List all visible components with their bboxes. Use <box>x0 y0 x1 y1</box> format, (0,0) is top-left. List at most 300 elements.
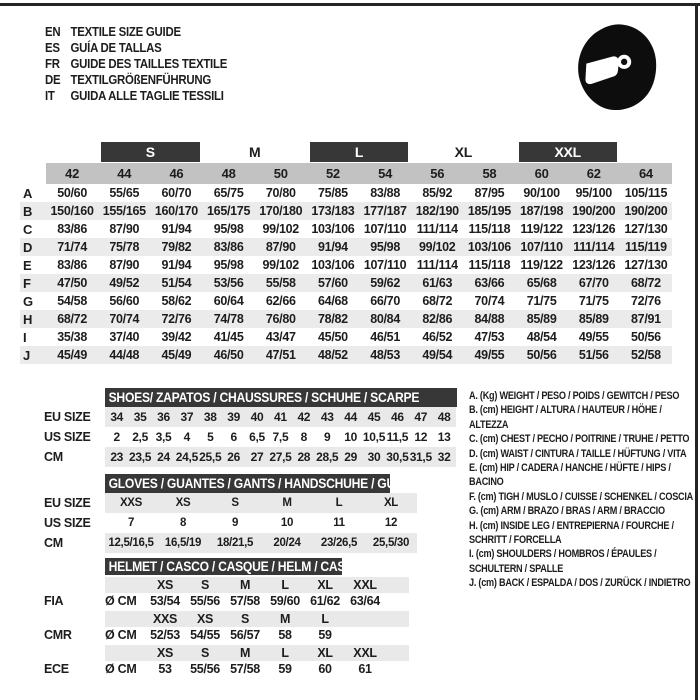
size-value: 127/130 <box>624 258 668 272</box>
shoes-section-title: SHOES/ ZAPATOS / CHAUSSURES / SCHUHE / SCARPE <box>108 390 420 405</box>
language-label: TEXTILGRÖßENFÜHRUNG <box>70 72 212 87</box>
gloves-value: M <box>282 497 292 509</box>
size-value: 45/49 <box>150 346 202 364</box>
helmet-value: 54/55 <box>190 628 220 642</box>
helmet-size-row <box>44 611 409 627</box>
helmet-value: 60 <box>318 662 332 676</box>
shoes-row <box>44 427 457 447</box>
gloves-value: L <box>335 497 343 509</box>
shoes-value: 23,5 <box>129 450 152 464</box>
gloves-value: 8 <box>179 517 187 529</box>
size-value: 59/62 <box>359 274 411 292</box>
helmet-size-label: L <box>321 612 329 626</box>
row-letter: D <box>20 238 46 256</box>
shoes-value: 35 <box>133 410 147 424</box>
size-value: 58/62 <box>161 294 192 308</box>
legend-item: I. (cm) SHOULDERS / HOMBROS / ÉPAULES / SCHULTERN / SPALLE <box>469 548 657 575</box>
size-value: 52/58 <box>620 346 672 364</box>
shoes-row <box>44 407 457 427</box>
size-value: 185/195 <box>463 202 515 220</box>
shoes-value: 8 <box>300 430 307 444</box>
size-value: 79/82 <box>150 238 202 256</box>
shoes-value: 24 <box>157 450 170 464</box>
language-title-list <box>45 24 227 104</box>
shoes-value: 4 <box>183 430 191 444</box>
helmet-size-label <box>345 611 385 627</box>
helmet-section <box>44 558 409 677</box>
size-value: 105/115 <box>624 186 668 200</box>
shoes-table <box>44 407 457 467</box>
size-value: 68/72 <box>620 274 672 292</box>
size-value: 99/102 <box>262 258 299 272</box>
shoes-value: 6,5 <box>249 430 265 444</box>
size-value: 75/78 <box>98 238 150 256</box>
size-value: 99/102 <box>411 238 463 256</box>
size-group-l: L <box>310 142 408 162</box>
size-value: 43/47 <box>265 330 296 344</box>
row-letter: E <box>23 257 32 273</box>
size-value: 165/175 <box>203 202 255 220</box>
row-letter: F <box>20 274 46 292</box>
size-value: 72/76 <box>150 310 202 328</box>
size-value: 46/51 <box>370 330 400 344</box>
shoes-value: 32 <box>437 450 451 464</box>
shoes-value: 9 <box>324 430 331 444</box>
size-value: 41/45 <box>213 330 244 344</box>
size-value: 150/160 <box>46 202 98 220</box>
language-row <box>45 72 227 88</box>
size-value: 50/56 <box>516 346 568 364</box>
legend-item: J. (cm) BACK / ESPALDA / DOS / ZURÜCK / INDIETRO <box>469 577 691 590</box>
legend-item: H. (cm) INSIDE LEG / ENTREPIERNA / FOURCHE / SCHRITT / FORCELLA <box>469 519 674 547</box>
gloves-value: S <box>231 497 239 509</box>
size-value: 68/72 <box>422 294 453 308</box>
helmet-value: 56/57 <box>230 628 260 642</box>
helmet-value: 57/58 <box>230 662 260 676</box>
helmet-value: 59 <box>318 628 332 642</box>
size-group-s: S <box>101 142 199 162</box>
size-value: 60/64 <box>213 294 244 308</box>
size-value: 87/90 <box>109 222 140 236</box>
gloves-value: 12,5/16,5 <box>108 537 154 549</box>
language-label: TEXTILE SIZE GUIDE <box>70 24 181 39</box>
shoes-value: 26 <box>227 450 241 464</box>
shoes-value: 30 <box>367 450 381 464</box>
filler <box>385 577 409 593</box>
helmet-size-label: XXL <box>353 646 377 660</box>
size-value: 61/63 <box>411 274 463 292</box>
size-value: 65/68 <box>516 274 568 292</box>
size-value: 115/118 <box>468 222 511 236</box>
shoes-cells <box>105 407 456 427</box>
gloves-value: XXS <box>119 497 143 509</box>
shoes-value: 25,5 <box>199 450 222 464</box>
row-letter: C <box>23 221 33 237</box>
helmet-size-label: M <box>279 612 291 626</box>
shoes-value: 6 <box>230 430 237 444</box>
size-value: 87/90 <box>255 238 307 256</box>
size-value: 70/80 <box>265 186 296 200</box>
language-code: EN <box>45 24 61 39</box>
size-value: 187/198 <box>516 202 568 220</box>
gloves-value: 23/26,5 <box>320 537 358 549</box>
size-value: 107/110 <box>363 258 407 272</box>
gloves-section-header <box>105 474 423 493</box>
shoes-value: 23 <box>110 450 124 464</box>
right-border <box>695 3 698 700</box>
size-value: 123/126 <box>572 222 616 236</box>
filler <box>385 645 409 661</box>
gloves-row-label: CM <box>44 533 105 553</box>
size-value: 47/53 <box>474 330 505 344</box>
shoes-value: 13 <box>437 430 451 444</box>
shoes-value: 3,5 <box>155 430 172 444</box>
size-group-m: M <box>248 144 261 160</box>
shoes-value: 31,5 <box>409 450 432 464</box>
size-value: 85/89 <box>568 310 620 328</box>
size-value: 115/118 <box>468 258 511 272</box>
helmet-value <box>345 627 385 643</box>
language-row <box>45 56 227 72</box>
gloves-row <box>44 513 417 533</box>
size-value: 50/60 <box>57 186 87 200</box>
size-value: 72/76 <box>631 294 661 308</box>
filler <box>385 611 409 627</box>
gloves-value: 18/21,5 <box>216 537 254 549</box>
shoes-value: 24,5 <box>175 450 198 464</box>
language-code: DE <box>45 72 61 87</box>
size-value: 123/126 <box>572 258 616 272</box>
size-value: 87/90 <box>109 258 140 272</box>
size-value: 83/86 <box>57 222 87 236</box>
filler <box>385 593 409 609</box>
size-value: 91/94 <box>161 258 192 272</box>
size-value: 177/187 <box>359 202 411 220</box>
gloves-value: 25,5/30 <box>372 537 410 549</box>
shoes-row-label: US SIZE <box>44 427 105 447</box>
legend-item: A. (Kg) WEIGHT / PESO / POIDS / GEWITCH / PESO <box>469 390 680 402</box>
helmet-value: 61/62 <box>310 594 340 608</box>
helmet-value-cells <box>105 593 409 609</box>
filler <box>385 627 409 643</box>
size-value: 90/100 <box>523 186 560 200</box>
size-value: 48/53 <box>359 346 411 364</box>
size-value: 84/88 <box>463 310 515 328</box>
size-value: 49/55 <box>578 330 609 344</box>
shoes-value: 10 <box>344 430 357 444</box>
shoes-value: 2 <box>113 430 120 444</box>
row-letter: A <box>23 185 33 201</box>
helmet-size-label: XS <box>156 646 174 660</box>
shoes-value: 47 <box>414 410 428 424</box>
size-value: 45/49 <box>46 346 98 364</box>
gloves-cells <box>105 493 417 513</box>
language-code: ES <box>45 40 60 55</box>
size-value: 76/80 <box>255 310 307 328</box>
gloves-value: XL <box>383 497 399 509</box>
gloves-section-title: GLOVES / GUANTES / GANTS / HANDSCHUHE / GUANTI <box>108 476 423 491</box>
helmet-standard-label: ECE <box>44 661 105 677</box>
size-group-xxl: XXL <box>519 142 617 162</box>
size-value: 48/54 <box>526 330 557 344</box>
helmet-unit: Ø CM <box>105 594 137 608</box>
legend-item: G. (cm) ARM / BRAZO / BRAS / ARM / BRACCIO <box>469 505 665 518</box>
shoes-value: 48 <box>437 410 451 424</box>
size-value: 99/102 <box>262 222 299 236</box>
measurement-legend <box>469 389 698 591</box>
helmet-section-header <box>105 558 363 575</box>
size-value: 48/52 <box>307 346 359 364</box>
helmet-value: 53 <box>158 662 172 676</box>
shoes-value: 39 <box>227 410 241 424</box>
helmet-value-row <box>44 661 409 677</box>
row-letter: H <box>20 310 46 328</box>
shoes-value: 42 <box>297 410 311 424</box>
helmet-size-label: M <box>239 646 251 660</box>
helmet-value: 59 <box>278 662 292 676</box>
size-value: 54/58 <box>57 294 87 308</box>
helmet-value: 52/53 <box>150 628 180 642</box>
size-value: 103/106 <box>311 222 355 236</box>
size-value: 47/50 <box>46 274 98 292</box>
helmet-value: 53/54 <box>150 594 180 608</box>
helmet-size-label: XL <box>317 578 333 592</box>
legend-item: C. (cm) CHEST / PECHO / POITRINE / TRUHE / PETTO <box>469 433 690 446</box>
size-value: 95/98 <box>213 258 244 272</box>
shoes-value: 46 <box>391 410 404 424</box>
size-value: 35/38 <box>57 330 87 344</box>
shoes-section-header <box>105 388 457 407</box>
language-row <box>45 24 227 40</box>
gloves-row-label: US SIZE <box>44 513 105 533</box>
shoes-value: 10,5 <box>362 430 386 444</box>
size-value: 62/66 <box>265 294 296 308</box>
size-value: 160/170 <box>150 202 202 220</box>
size-value: 95/98 <box>213 222 244 236</box>
shoes-value: 28 <box>297 450 311 464</box>
gloves-cells <box>105 533 417 553</box>
shoes-value: 38 <box>203 410 217 424</box>
shoes-value: 41 <box>274 410 287 424</box>
size-number: 60 <box>516 163 568 184</box>
size-value: 45/50 <box>318 330 348 344</box>
shoes-value: 36 <box>157 410 170 424</box>
helmet-row-label <box>44 645 105 661</box>
helmet-size-label: XL <box>317 646 333 660</box>
shoes-cells <box>105 447 456 467</box>
gloves-value: 20/24 <box>273 537 301 549</box>
helmet-unit: Ø CM <box>105 628 137 642</box>
helmet-standard-label: FIA <box>44 593 105 609</box>
size-value: 173/183 <box>307 202 359 220</box>
size-number: 42 <box>46 163 98 184</box>
size-value: 95/98 <box>359 238 411 256</box>
size-value: 111/114 <box>416 222 458 236</box>
row-letter: G <box>23 293 33 309</box>
size-value: 83/88 <box>370 186 400 200</box>
shoes-value: 27,5 <box>269 450 292 464</box>
gloves-value: XS <box>175 497 191 509</box>
size-number: 52 <box>307 163 359 184</box>
legend-item: F. (cm) TIGH / MUSLO / CUISSE / SCHENKEL / COSCIA <box>469 490 694 503</box>
size-value: 44/48 <box>98 346 150 364</box>
size-value: 83/86 <box>57 258 87 272</box>
size-value: 55/58 <box>255 274 307 292</box>
size-value: 182/190 <box>411 202 463 220</box>
helmet-size-cells <box>105 611 409 627</box>
size-value: 50/56 <box>631 330 661 344</box>
language-code: FR <box>45 56 60 71</box>
size-value: 91/94 <box>307 238 359 256</box>
shoes-value: 7,5 <box>272 430 289 444</box>
gloves-table <box>44 493 417 553</box>
row-letter: B <box>20 202 46 220</box>
shoes-value: 28,5 <box>316 450 339 464</box>
size-value: 70/74 <box>98 310 150 328</box>
helmet-size-cells <box>105 645 409 661</box>
helmet-value: 58 <box>278 628 292 642</box>
language-row <box>45 88 227 104</box>
size-value: 49/54 <box>411 346 463 364</box>
size-value: 155/165 <box>98 202 150 220</box>
helmet-table <box>44 577 409 677</box>
top-border <box>0 3 700 6</box>
row-letter: J <box>20 346 46 364</box>
gloves-value: 11 <box>333 517 345 529</box>
shoes-value: 30,5 <box>386 450 409 464</box>
shoes-value: 27 <box>250 450 264 464</box>
size-number: 62 <box>568 163 620 184</box>
shoes-value: 29 <box>344 450 357 464</box>
size-number: 64 <box>620 163 672 184</box>
size-value: 65/75 <box>213 186 244 200</box>
helmet-size-label: XS <box>156 578 174 592</box>
language-label: GUIDE DES TAILLES TEXTILE <box>70 56 228 71</box>
helmet-row-label <box>44 577 105 593</box>
size-value: 71/75 <box>526 294 557 308</box>
size-value: 127/130 <box>624 222 668 236</box>
helmet-size-row <box>44 577 409 593</box>
size-value: 51/56 <box>568 346 620 364</box>
shoes-value: 45 <box>367 410 381 424</box>
shoes-value: 34 <box>110 410 124 424</box>
size-number: 44 <box>98 163 150 184</box>
row-letter: I <box>23 329 27 345</box>
helmet-size-cells <box>105 577 409 593</box>
size-value: 111/114 <box>416 258 458 272</box>
size-value: 53/56 <box>203 274 255 292</box>
shoes-value: 12 <box>414 430 428 444</box>
gloves-row <box>44 493 417 513</box>
size-value: 47/51 <box>255 346 307 364</box>
helmet-size-label: L <box>281 578 289 592</box>
shoes-row-label: EU SIZE <box>44 407 105 427</box>
gloves-value: 7 <box>127 517 135 529</box>
size-number: 48 <box>203 163 255 184</box>
size-value: 91/94 <box>161 222 192 236</box>
size-value: 39/42 <box>161 330 192 344</box>
size-value: 51/54 <box>150 274 202 292</box>
helmet-value: 61 <box>358 662 372 676</box>
size-value: 107/110 <box>516 238 568 256</box>
size-value: 55/65 <box>109 186 140 200</box>
helmet-section-title: HELMET / CASCO / CASQUE / HELM / CASCO <box>108 559 363 574</box>
size-value: 119/122 <box>520 258 563 272</box>
size-value: 37/40 <box>109 330 140 344</box>
helmet-value-cells <box>105 661 409 677</box>
size-value: 85/92 <box>422 186 453 200</box>
size-number: 58 <box>463 163 515 184</box>
helmet-standard-label: CMR <box>44 627 105 643</box>
size-value: 68/72 <box>46 310 98 328</box>
legend-item: B. (cm) HEIGHT / ALTURA / HAUTEUR / HÖHE / ALTEZZA <box>469 404 662 431</box>
legend-item: E. (cm) HIP / CADERA / HANCHE / HÜFTE / HIPS / BACINO <box>469 462 671 489</box>
size-value: 87/95 <box>474 186 505 200</box>
shoes-value: 11,5 <box>386 430 409 444</box>
shoes-row <box>44 447 457 467</box>
shoes-section <box>44 388 457 467</box>
legend-item: D. (cm) WAIST / CINTURA / TAILLE / HÜFTUNG / VITA <box>469 447 687 460</box>
shoes-row-label: CM <box>44 447 105 467</box>
size-value: 190/200 <box>620 202 672 220</box>
shoes-value: 44 <box>344 410 357 424</box>
helmet-row-label <box>44 611 105 627</box>
size-value: 70/74 <box>474 294 505 308</box>
helmet-unit-spacer <box>105 611 145 627</box>
helmet-value: 63/64 <box>350 594 380 608</box>
size-value: 66/70 <box>370 294 400 308</box>
helmet-unit-spacer <box>105 577 145 593</box>
size-number: 46 <box>150 163 202 184</box>
size-value: 75/85 <box>318 186 348 200</box>
helmet-size-label: L <box>281 646 289 660</box>
size-value: 67/70 <box>568 274 620 292</box>
size-value: 46/52 <box>422 330 453 344</box>
size-value: 190/200 <box>568 202 620 220</box>
helmet-value-row <box>44 593 409 609</box>
helmet-unit-spacer <box>105 645 145 661</box>
language-row <box>45 40 227 56</box>
shoes-value: 43 <box>320 410 334 424</box>
size-value: 64/68 <box>318 294 348 308</box>
helmet-size-label: S <box>200 578 210 592</box>
size-number: 56 <box>411 163 463 184</box>
language-code: IT <box>45 88 55 103</box>
helmet-value: 57/58 <box>230 594 260 608</box>
size-value: 87/91 <box>620 310 672 328</box>
size-value: 83/86 <box>203 238 255 256</box>
size-value: 46/50 <box>203 346 255 364</box>
helmet-size-label: S <box>200 646 210 660</box>
gloves-value: 16,5/19 <box>164 537 202 549</box>
shoes-value: 2,5 <box>132 430 148 444</box>
helmet-value: 55/56 <box>190 662 220 676</box>
size-value: 111/114 <box>568 238 620 256</box>
helmet-size-label: XS <box>196 612 214 626</box>
size-value: 49/52 <box>98 274 150 292</box>
helmet-size-label: S <box>240 612 250 626</box>
size-value: 107/110 <box>363 222 407 236</box>
helmet-size-label: M <box>239 578 251 592</box>
size-value: 71/75 <box>578 294 609 308</box>
size-group-xl: XL <box>454 144 472 160</box>
shoes-value: 5 <box>207 430 214 444</box>
helmet-value-cells <box>105 627 409 643</box>
gloves-section <box>44 474 423 553</box>
size-value: 103/106 <box>463 238 515 256</box>
size-number: 54 <box>359 163 411 184</box>
shoes-value: 37 <box>180 410 194 424</box>
